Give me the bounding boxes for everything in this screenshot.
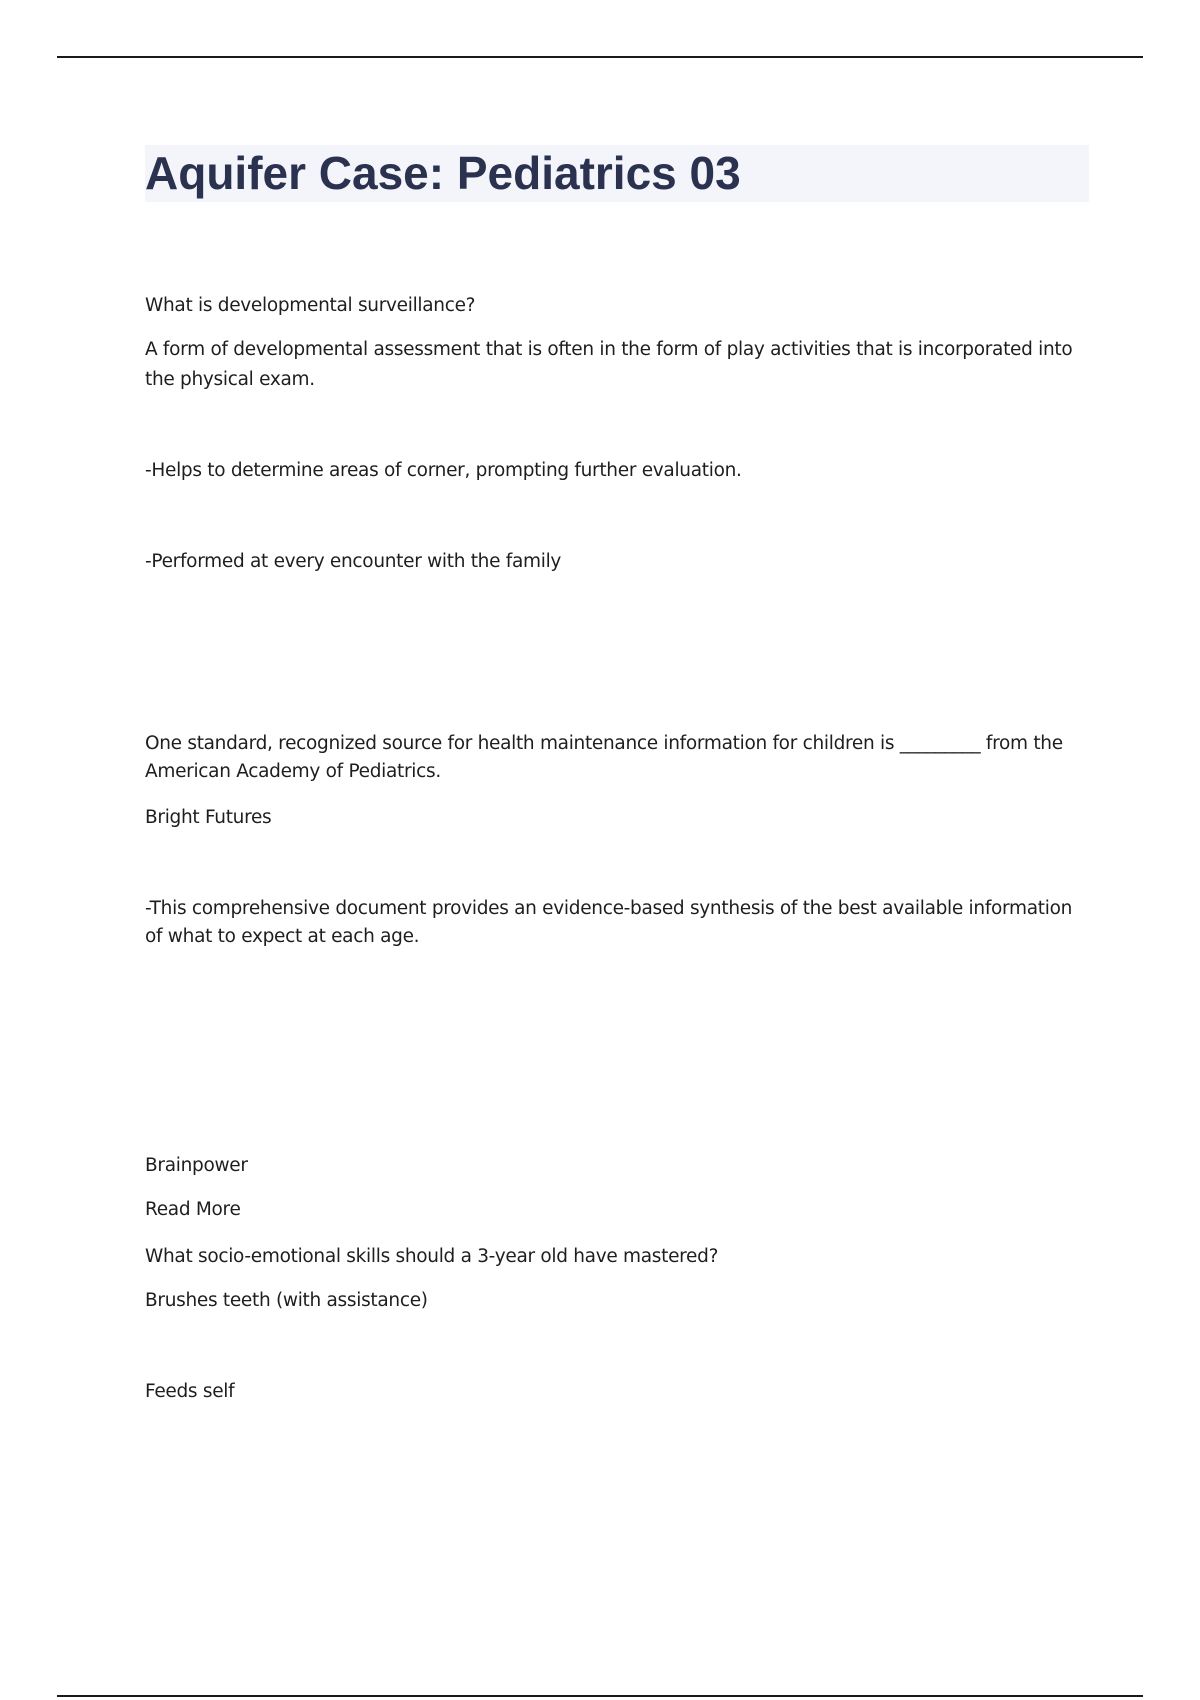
answer-developmental-surveillance: A form of developmental assessment that is often in the form of play activities that is incorporated into the physical exam. bbox=[145, 339, 1073, 390]
document-title: Aquifer Case: Pediatrics 03 bbox=[145, 147, 741, 199]
note-every-encounter: -Performed at every encounter with the family bbox=[145, 551, 562, 572]
note-comprehensive-document: -This comprehensive document provides an evidence-based synthesis of the best available information of what to expect at each age. bbox=[145, 898, 1073, 947]
top-rule bbox=[57, 56, 1143, 58]
answer-feeds-self: Feeds self bbox=[145, 1381, 235, 1402]
bottom-rule bbox=[57, 1695, 1143, 1697]
question-socio-emotional-skills: What socio-emotional skills should a 3-year old have mastered? bbox=[145, 1246, 719, 1267]
note-areas-of-concern: -Helps to determine areas of corner, prompting further evaluation. bbox=[145, 460, 742, 481]
brainpower-label: Brainpower bbox=[145, 1155, 248, 1176]
read-more-link[interactable]: Read More bbox=[145, 1199, 241, 1220]
question-health-maintenance-source: One standard, recognized source for health maintenance information for children is _________ from the American Academy of Pediatrics. bbox=[145, 733, 1063, 782]
question-developmental-surveillance: What is developmental surveillance? bbox=[145, 295, 476, 316]
answer-brushes-teeth: Brushes teeth (with assistance) bbox=[145, 1290, 428, 1311]
answer-bright-futures: Bright Futures bbox=[145, 807, 272, 828]
